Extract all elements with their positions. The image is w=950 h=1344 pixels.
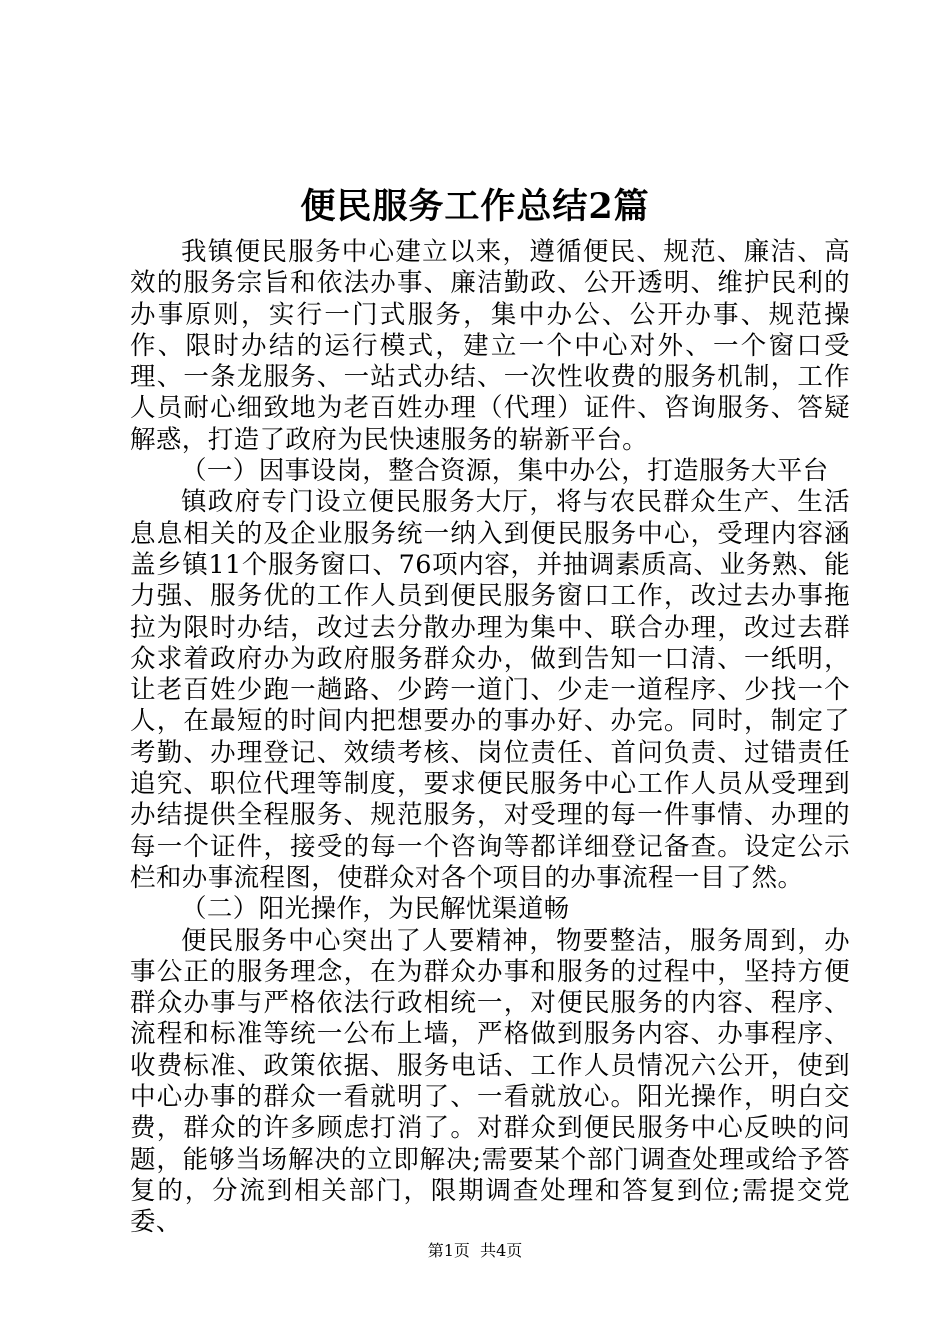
document-body <box>130 237 850 1239</box>
section-heading-1: （一）因事设岗，整合资源，集中办公，打造服务大平台 <box>181 456 829 487</box>
paragraph-intro: 我镇便民服务中心建立以来，遵循便民、规范、廉洁、高效的服务宗旨和依法办事、廉洁勤政、公开透明、维护民利的办事原则，实行一门式服务，集中办公、公开办事、规范操作、限时办结的运行模式，建立一个中心对外、一个窗口受理、一条龙服务、一站式办结、一次性收费的服务机制，工作人员耐心细致地为老百姓办理（代理）证件、咨询服务、答疑解惑，打造了政府为民快速服务的崭新平台。 <box>130 237 850 455</box>
document-title: 便民服务工作总结2篇 <box>300 186 650 227</box>
page-footer <box>0 1240 950 1262</box>
paragraph-section-2: 便民服务中心突出了人要精神，物要整洁，服务周到，办事公正的服务理念，在为群众办事和服务的过程中，坚持方便群众办事与严格依法行政相统一，对便民服务的内容、程序、流程和标准等统一公布上墙，严格做到服务内容、办事程序、收费标准、政策依据、服务电话、工作人员情况六公开，使到中心办事的群众一看就明了、一看就放心。阳光操作，明白交费，群众的许多顾虑打消了。对群众到便民服务中心反映的问题，能够当场解决的立即解决;需要某个部门调查处理或给予答复的，分流到相关部门，限期调查处理和答复到位;需提交党委、 <box>130 925 850 1238</box>
paragraph-section-1: 镇政府专门设立便民服务大厅，将与农民群众生产、生活息息相关的及企业服务统一纳入到便民服务中心，受理内容涵盖乡镇11个服务窗口、76项内容，并抽调素质高、业务熟、能力强、服务优的工作人员到便民服务窗口工作，改过去办事拖拉为限时办结，改过去分散办理为集中、联合办理，改过去群众求着政府办为政府服务群众办，做到告知一口清、一纸明，让老百姓少跑一趟路、少跨一道门、少走一道程序、少找一个人，在最短的时间内把想要办的事办好、办完。同时，制定了考勤、办理登记、效绩考核、岗位责任、首问负责、过错责任追究、职位代理等制度，要求便民服务中心工作人员从受理到办结提供全程服务、规范服务，对受理的每一件事情、办理的每一个证件，接受的每一个咨询等都详细登记备查。设定公示栏和办事流程图，使群众对各个项目的办事流程一目了然。 <box>130 487 850 893</box>
section-heading-2: （二）阳光操作，为民解忧渠道畅 <box>181 894 570 925</box>
page-number-label: 第1页 共4页 <box>427 1241 523 1260</box>
